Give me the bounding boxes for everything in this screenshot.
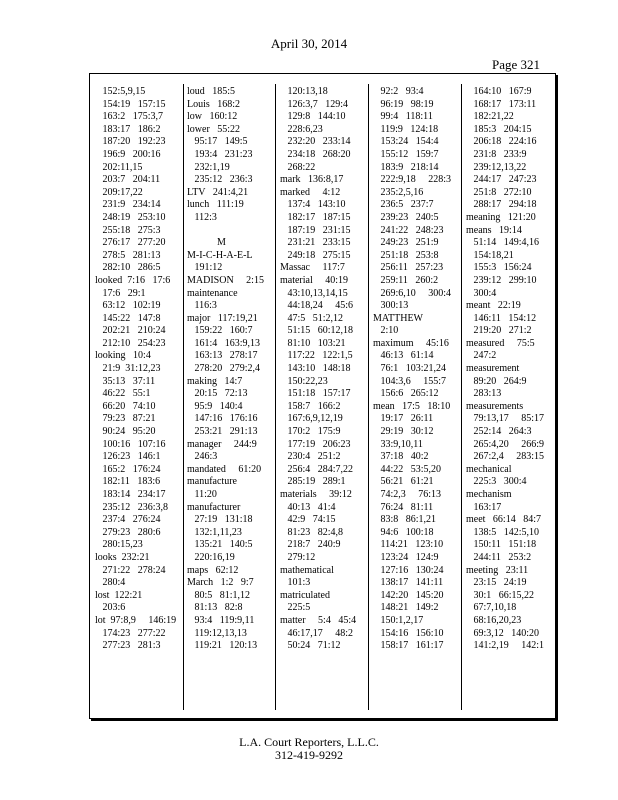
index-line: 218:7 240:9: [280, 539, 341, 551]
index-line: 159:22 160:7: [187, 325, 253, 337]
index-line: 46:17,17 48:2: [280, 627, 354, 639]
index-line: 239:12 299:10: [466, 274, 537, 286]
index-line: meet 66:14 84:7: [466, 514, 541, 526]
index-column-3: [280, 86, 366, 714]
footer-phone: 312-419-9292: [275, 748, 343, 762]
index-line: 228:6,23: [280, 123, 323, 135]
index-line: 30:1 66:15,22: [466, 589, 535, 601]
index-line: 236:5 237:7: [373, 199, 434, 211]
index-line: 202:11,15: [95, 161, 143, 173]
index-line: 231:8 233:9: [466, 148, 527, 160]
index-line: 249:18 275:15: [280, 249, 351, 261]
index-line: 155:3 156:24: [466, 262, 532, 274]
page-number: Page 321: [492, 57, 541, 72]
index-line: 147:16 176:16: [187, 413, 258, 425]
index-line: 247:2: [466, 350, 497, 362]
index-line: 76:24 81:11: [373, 501, 434, 513]
index-line: 259:11 260:2: [373, 274, 439, 286]
index-line: 92:2 93:4: [373, 86, 424, 97]
index-line: 222:9,18 228:3: [373, 174, 452, 186]
index-line: lunch 111:19: [187, 199, 244, 211]
index-line: 79:23 87:21: [95, 413, 156, 425]
index-line: low 160:12: [187, 111, 238, 123]
index-line: 187:19 231:15: [280, 224, 351, 236]
index-line: 76:1 103:21,24: [373, 363, 447, 375]
index-line: 251:8 272:10: [466, 186, 532, 198]
index-line: 153:24 154:4: [373, 136, 439, 148]
index-line: materials 39:12: [280, 489, 352, 500]
index-line: 68:16,20,23: [466, 614, 522, 626]
index-line: 231:9 234:14: [95, 199, 161, 211]
index-line: MADISON 2:15: [187, 274, 264, 286]
index-line: 112:3: [187, 211, 217, 223]
index-line: 99:4 118:11: [373, 111, 433, 123]
index-line: 132:1,11,23: [187, 526, 242, 538]
index-line: 119:9 124:18: [373, 123, 439, 135]
column-divider: [461, 84, 462, 710]
index-line: manufacture: [187, 476, 237, 488]
index-line: 142:20 145:20: [373, 589, 444, 601]
index-line: 127:16 130:24: [373, 564, 444, 576]
index-line: matter 5:4 45:4: [280, 614, 357, 626]
index-line: 129:8 144:10: [280, 111, 346, 123]
index-line: 163:17: [466, 501, 502, 513]
index-line: MATTHEW: [373, 312, 423, 324]
index-line: 138:17 141:11: [373, 577, 444, 589]
index-line: 164:10 167:9: [466, 86, 532, 97]
index-line: 191:12: [187, 262, 223, 274]
index-line: looks 232:21: [95, 551, 150, 563]
index-line: 283:13: [466, 388, 502, 400]
index-column-1: [95, 86, 181, 714]
index-line: 182:11 183:6: [95, 476, 161, 488]
index-line: 80:5 81:1,12: [187, 589, 251, 601]
index-line: 126:3,7 129:4: [280, 98, 349, 110]
index-line: loud 185:5: [187, 86, 236, 97]
index-line: Louis 168:2: [187, 98, 241, 110]
index-line: 167:6,9,12,19: [280, 413, 343, 425]
index-line: 29:19 30:12: [373, 426, 434, 438]
index-line: 196:9 200:16: [95, 148, 161, 160]
index-line: 280:4: [95, 577, 126, 589]
index-line: material 40:19: [280, 274, 349, 286]
index-line: 74:2,3 76:13: [373, 489, 442, 500]
index-line: 44:22 53:5,20: [373, 463, 442, 475]
index-line: 212:10 254:23: [95, 337, 166, 349]
index-line: 225:3 300:4: [466, 476, 527, 488]
index-line: 185:3 204:15: [466, 123, 532, 135]
index-line: 174:23 277:22: [95, 627, 166, 639]
index-line: 152:5,9,15: [95, 86, 146, 97]
index-line: 145:22 147:8: [95, 312, 161, 324]
index-line: mark 136:8,17: [280, 174, 344, 186]
index-line: 116:3: [187, 300, 217, 312]
index-line: 237:4 276:24: [95, 514, 161, 526]
index-line: 119:12,13,13: [187, 627, 247, 639]
index-line: 79:13,17 85:17: [466, 413, 545, 425]
index-line: 114:21 123:10: [373, 539, 444, 551]
index-line: 235:12 236:3: [187, 174, 253, 186]
index-line: 232:20 233:14: [280, 136, 351, 148]
index-line: 193:4 231:23: [187, 148, 253, 160]
index-line: mechanism: [466, 489, 512, 500]
index-line: 126:23 146:1: [95, 451, 161, 463]
index-line: 40:13 41:4: [280, 501, 336, 513]
index-line: 81:13 82:8: [187, 602, 243, 614]
index-line: 100:16 107:16: [95, 438, 166, 450]
index-line: 96:19 98:19: [373, 98, 434, 110]
index-line: 163:2 175:3,7: [95, 111, 164, 123]
index-line: 230:4 251:2: [280, 451, 341, 463]
index-line: 156:6 265:12: [373, 388, 439, 400]
index-line: 165:2 176:24: [95, 463, 161, 475]
index-line: 95:17 149:5: [187, 136, 248, 148]
index-line: 37:18 40:2: [373, 451, 429, 463]
index-line: mean 17:5 18:10: [373, 400, 451, 412]
index-line: 269:6,10 300:4: [373, 287, 452, 299]
index-line: 285:19 289:1: [280, 476, 346, 488]
index-line: 225:5: [280, 602, 311, 614]
index-line: 235:2,5,16: [373, 186, 424, 198]
index-line: 239:23 240:5: [373, 211, 439, 223]
index-line: 44:18,24 45:6: [280, 300, 354, 312]
index-line: 182:17 187:15: [280, 211, 351, 223]
index-line: 170:2 175:9: [280, 426, 341, 438]
index-line: 244:11 253:2: [466, 551, 532, 563]
index-line: 282:10 286:5: [95, 262, 161, 274]
index-line: 231:21 233:15: [280, 237, 351, 249]
index-line: 177:19 206:23: [280, 438, 351, 450]
index-line: 278:5 281:13: [95, 249, 161, 261]
index-line: 83:8 86:1,21: [373, 514, 437, 526]
index-line: 252:14 264:3: [466, 426, 532, 438]
index-line: 239:12,13,22: [466, 161, 527, 173]
index-line: 154:19 157:15: [95, 98, 166, 110]
index-line: 20:15 72:13: [187, 388, 248, 400]
index-column-2: [187, 86, 273, 714]
index-line: 182:21,22: [466, 111, 514, 123]
index-line: meant 22:19: [466, 300, 521, 312]
index-line: mathematical: [280, 564, 334, 576]
index-line: 300:4: [466, 287, 497, 299]
index-line: 67:7,10,18: [466, 602, 517, 614]
index-line: 19:17 26:11: [373, 413, 434, 425]
index-line: 94:6 100:18: [373, 526, 434, 538]
index-line: 288:17 294:18: [466, 199, 537, 211]
index-line: lot 97:8,9 146:19: [95, 614, 177, 626]
index-line: 101:3: [280, 577, 311, 589]
index-line: 21:9 31:12,23: [95, 363, 161, 375]
index-line: 117:22 122:1,5: [280, 350, 353, 362]
index-line: 206:18 224:16: [466, 136, 537, 148]
index-line: 138:5 142:5,10: [466, 526, 540, 538]
index-line: 279:12: [280, 551, 316, 563]
index-line: 300:13: [373, 300, 409, 312]
index-line: 11:20: [187, 489, 217, 500]
index-column-4: [373, 86, 459, 714]
index-line: 146:11 154:12: [466, 312, 537, 324]
index-line: 219:20 271:2: [466, 325, 532, 337]
index-line: 267:2,4 283:15: [466, 451, 545, 463]
column-divider: [183, 84, 184, 710]
index-line: manufacturer: [187, 501, 241, 513]
index-line: 46:13 61:14: [373, 350, 434, 362]
index-line: looked 7:16 17:6: [95, 274, 171, 286]
index-line: 183:14 234:17: [95, 489, 166, 500]
index-line: matriculated: [280, 589, 330, 601]
index-line: 234:18 268:20: [280, 148, 351, 160]
index-line: 249:23 251:9: [373, 237, 439, 249]
index-column-5: [466, 86, 552, 714]
index-line: mandated 61:20: [187, 463, 262, 475]
index-line: 51:14 149:4,16: [466, 237, 540, 249]
index-line: maintenance: [187, 287, 238, 299]
index-line: 47:5 51:2,12: [280, 312, 344, 324]
index-line: 280:15,23: [95, 539, 143, 551]
index-line: 203:7 204:11: [95, 174, 161, 186]
index-line: 27:19 131:18: [187, 514, 253, 526]
index-line: Massac 117:7: [280, 262, 345, 274]
index-line: 155:12 159:7: [373, 148, 439, 160]
column-divider: [275, 84, 276, 710]
index-line: 154:18,21: [466, 249, 514, 261]
index-line: measurements: [466, 400, 524, 412]
index-line: maximum 45:16: [373, 337, 449, 349]
index-line: 135:21 140:5: [187, 539, 253, 551]
index-line: 278:20 279:2,4: [187, 363, 261, 375]
index-line: 271:22 278:24: [95, 564, 166, 576]
index-line: 168:17 173:11: [466, 98, 537, 110]
index-line: 163:13 278:17: [187, 350, 258, 362]
index-line: manager 244:9: [187, 438, 257, 450]
index-line: 56:21 61:21: [373, 476, 434, 488]
index-line: measured 75:5: [466, 337, 535, 349]
index-line: 161:4 163:9,13: [187, 337, 261, 349]
index-line: 279:23 280:6: [95, 526, 161, 538]
index-line: M: [187, 237, 226, 249]
index-line: major 117:19,21: [187, 312, 258, 324]
index-line: 232:1,19: [187, 161, 230, 173]
index-line: 119:21 120:13: [187, 640, 258, 652]
index-line: looking 10:4: [95, 350, 151, 362]
index-line: maps 62:12: [187, 564, 239, 576]
index-line: 158:17 161:17: [373, 640, 444, 652]
index-line: mechanical: [466, 463, 512, 475]
index-line: 256:11 257:23: [373, 262, 444, 274]
index-line: LTV 241:4,21: [187, 186, 249, 198]
index-line: 141:2,19 142:1: [466, 640, 545, 652]
index-line: 51:15 60:12,18: [280, 325, 354, 337]
index-line: 150:11 151:18: [466, 539, 537, 551]
index-line: 248:19 253:10: [95, 211, 166, 223]
index-line: 81:23 82:4,8: [280, 526, 344, 538]
index-line: 246:3: [187, 451, 218, 463]
index-line: marked 4:12: [280, 186, 341, 198]
index-line: March 1:2 9:7: [187, 577, 254, 589]
index-line: 150:22,23: [280, 375, 328, 387]
index-line: 265:4,20 266:9: [466, 438, 545, 450]
index-line: 244:17 247:23: [466, 174, 537, 186]
index-line: 123:24 124:9: [373, 551, 439, 563]
index-line: 277:23 281:3: [95, 640, 161, 652]
index-line: 158:7 166:2: [280, 400, 341, 412]
index-line: 66:20 74:10: [95, 400, 156, 412]
index-line: 93:4 119:9,11: [187, 614, 255, 626]
index-line: 209:17,22: [95, 186, 143, 198]
index-line: lost 122:21: [95, 589, 143, 601]
index-line: 89:20 264:9: [466, 375, 527, 387]
index-line: [187, 225, 273, 238]
index-line: 255:18 275:3: [95, 224, 161, 236]
index-line: 120:13,18: [280, 86, 328, 97]
index-line: 241:22 248:23: [373, 224, 444, 236]
index-line: 235:12 236:3,8: [95, 501, 169, 513]
index-line: measurement: [466, 363, 520, 375]
footer-company: L.A. Court Reporters, L.L.C.: [239, 735, 379, 749]
index-box: [89, 73, 556, 719]
index-line: 95:9 140:4: [187, 400, 243, 412]
index-line: making 14:7: [187, 375, 243, 387]
index-line: 251:18 253:8: [373, 249, 439, 261]
index-line: means 19:14: [466, 224, 522, 236]
index-line: 143:10 148:18: [280, 363, 351, 375]
index-line: 35:13 37:11: [95, 375, 156, 387]
index-line: 148:21 149:2: [373, 602, 439, 614]
index-line: lower 55:22: [187, 123, 241, 135]
index-line: 203:6: [95, 602, 126, 614]
index-line: 63:12 102:19: [95, 300, 161, 312]
column-divider: [368, 84, 369, 710]
transcript-date: April 30, 2014: [270, 36, 348, 51]
index-line: 2:10: [373, 325, 399, 337]
index-line: 23:15 24:19: [466, 577, 527, 589]
index-line: 33:9,10,11: [373, 438, 423, 450]
index-line: 46:22 55:1: [95, 388, 151, 400]
index-line: meeting 23:11: [466, 564, 529, 576]
index-line: M-I-C-H-A-E-L: [187, 249, 253, 261]
index-line: 137:4 143:10: [280, 199, 346, 211]
index-line: 150:1,2,17: [373, 614, 424, 626]
index-line: meaning 121:20: [466, 211, 536, 223]
index-line: 81:10 103:21: [280, 337, 346, 349]
index-line: 151:18 157:17: [280, 388, 351, 400]
index-line: 253:21 291:13: [187, 426, 258, 438]
index-line: 90:24 95:20: [95, 426, 156, 438]
index-line: 43:10,13,14,15: [280, 287, 348, 299]
index-line: 268:22: [280, 161, 316, 173]
index-line: 104:3,6 155:7: [373, 375, 447, 387]
index-line: 187:20 192:23: [95, 136, 166, 148]
index-line: 183:17 186:2: [95, 123, 161, 135]
index-line: 42:9 74:15: [280, 514, 336, 526]
index-line: 154:16 156:10: [373, 627, 444, 639]
index-line: 202:21 210:24: [95, 325, 166, 337]
index-line: 256:4 284:7,22: [280, 463, 354, 475]
index-line: 220:16,19: [187, 551, 235, 563]
index-line: 276:17 277:20: [95, 237, 166, 249]
index-line: 69:3,12 140:20: [466, 627, 540, 639]
index-line: 17:6 29:1: [95, 287, 146, 299]
index-line: 183:9 218:14: [373, 161, 439, 173]
index-line: 50:24 71:12: [280, 640, 341, 652]
